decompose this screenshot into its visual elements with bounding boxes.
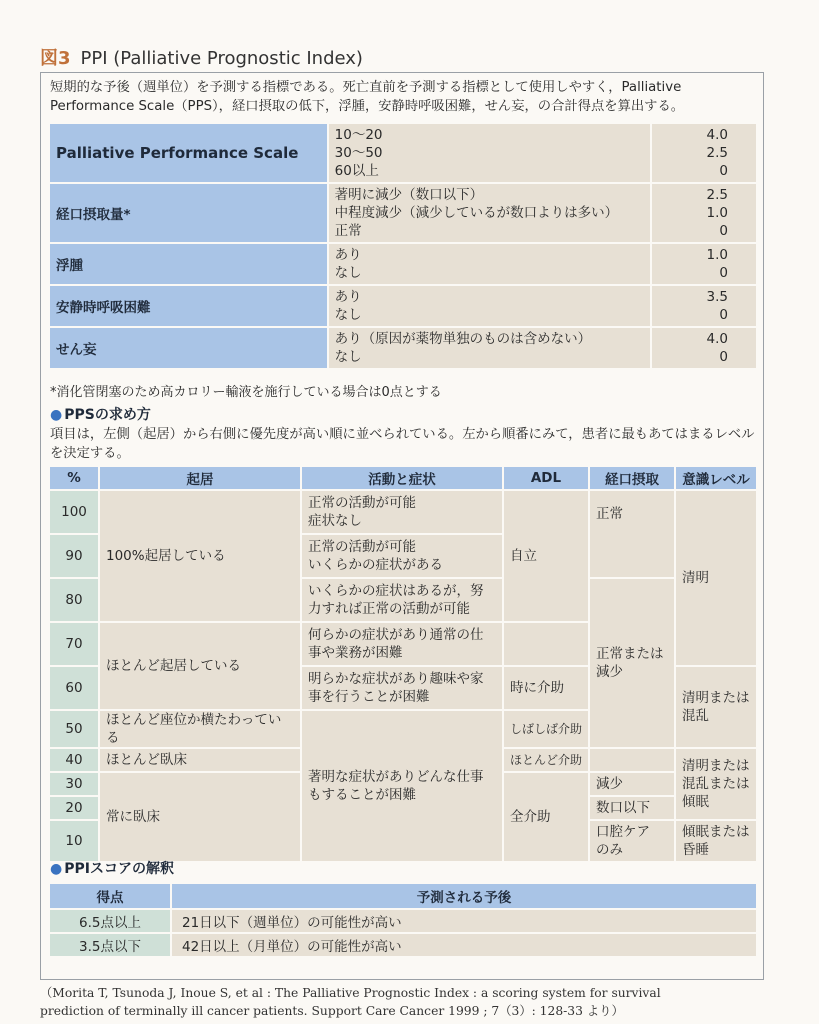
pps-heading <box>50 404 151 424</box>
activity-cell: いくらかの症状はあるが，努 力すれば正常の活動が可能 <box>302 579 502 621</box>
prognosis-cell: 21日以下（週単位）の可能性が高い <box>172 910 756 932</box>
column-header: 得点 <box>50 884 170 908</box>
bullet-icon: ● <box>50 861 63 877</box>
interpretation-heading <box>50 858 174 878</box>
scores-cell: 1.0 0 <box>652 244 756 284</box>
table-header-row <box>50 884 756 908</box>
scores-cell: 2.5 1.0 0 <box>652 184 756 242</box>
pps-table <box>48 465 758 863</box>
table-row <box>50 328 756 368</box>
column-header: ADL <box>504 467 588 489</box>
adl-cell: 全介助 <box>504 773 588 861</box>
table-row <box>50 244 756 284</box>
adl-cell: しばしば介助 <box>504 711 588 747</box>
score-cell: 3.5点以下 <box>50 934 170 956</box>
consciousness-cell: 傾眠または 昏睡 <box>676 821 756 861</box>
mobility-cell: 常に臥床 <box>100 773 300 861</box>
percent-cell: 100 <box>50 491 98 533</box>
adl-cell: 自立 <box>504 491 588 621</box>
activity-cell: 正常の活動が可能 症状なし <box>302 491 502 533</box>
pps-description: 項目は，左側（起居）から右側に優先度が高い順に並べられている。左から順番にみて，患者に最もあてはまるレベルを決定する。 <box>50 427 755 461</box>
prognosis-cell: 42日以上（月単位）の可能性が高い <box>172 934 756 956</box>
figure-title <box>40 44 363 70</box>
percent-cell: 70 <box>50 623 98 665</box>
interpretation-table <box>48 882 758 958</box>
percent-cell: 50 <box>50 711 98 747</box>
column-header: 予測される予後 <box>172 884 756 908</box>
criterion-cell: せん妄 <box>50 328 327 368</box>
interpretation-heading-text: PPIスコアの解釈 <box>64 861 174 877</box>
activity-cell: 明らかな症状があり趣味や家 事を行うことが困難 <box>302 667 502 709</box>
intro-text: 短期的な予後（週単位）を予測する指標である。死亡直前を予測する指標として使用しやすく，Palliative Performance Scale（PPS），経口摂取の低下，浮腫，安静時呼吸困難，せん妄，の合計得点を算出する。 <box>50 80 685 114</box>
column-header: 起居 <box>100 467 300 489</box>
percent-cell: 20 <box>50 797 98 819</box>
percent-cell: 90 <box>50 535 98 577</box>
consciousness-cell: 清明または 混乱 <box>676 667 756 747</box>
mobility-cell: ほとんど座位か横たわっている <box>100 711 300 747</box>
column-header: 活動と症状 <box>302 467 502 489</box>
table-row <box>50 124 756 182</box>
bullet-icon: ● <box>50 407 63 423</box>
adl-cell <box>504 623 588 665</box>
mobility-cell: 100%起居している <box>100 491 300 621</box>
activity-cell: 著明な症状がありどんな仕事 もすることが困難 <box>302 711 502 861</box>
criterion-cell: 安静時呼吸困難 <box>50 286 327 326</box>
criterion-cell: Palliative Performance Scale <box>50 124 327 182</box>
intake-cell: 正常 <box>590 491 674 577</box>
citation: （Morita T, Tsunoda J, Inoue S, et al : The Palliative Prognostic Index : a scoring system for survival prediction of terminally ill cancer patients. Support Care Cancer 1999 ; 7（3）: 128-33 より） <box>40 986 661 1018</box>
table-row <box>50 286 756 326</box>
column-header: 経口摂取 <box>590 467 674 489</box>
table-row <box>50 910 756 932</box>
options-cell: 10〜20 30〜50 60以上 <box>329 124 650 182</box>
footnote: *消化管閉塞のため高カロリー輸液を施行している場合は0点とする <box>50 385 442 400</box>
intake-cell <box>590 749 674 771</box>
adl-cell: 時に介助 <box>504 667 588 709</box>
intake-cell: 口腔ケア のみ <box>590 821 674 861</box>
figure-title-text: PPI (Palliative Prognostic Index) <box>80 48 363 69</box>
criterion-cell: 浮腫 <box>50 244 327 284</box>
intake-cell: 正常または 減少 <box>590 579 674 747</box>
score-cell: 6.5点以上 <box>50 910 170 932</box>
activity-cell: 何らかの症状があり通常の仕 事や業務が困難 <box>302 623 502 665</box>
intake-cell: 減少 <box>590 773 674 795</box>
percent-cell: 80 <box>50 579 98 621</box>
percent-cell: 30 <box>50 773 98 795</box>
percent-cell: 10 <box>50 821 98 861</box>
figure-label: 図3 <box>40 48 71 69</box>
scores-cell: 3.5 0 <box>652 286 756 326</box>
intake-cell: 数口以下 <box>590 797 674 819</box>
mobility-cell: ほとんど臥床 <box>100 749 300 771</box>
options-cell: あり（原因が薬物単独のものは含めない） なし <box>329 328 650 368</box>
column-header: 意識レベル <box>676 467 756 489</box>
column-header: % <box>50 467 98 489</box>
adl-cell: ほとんど介助 <box>504 749 588 771</box>
criterion-cell: 経口摂取量* <box>50 184 327 242</box>
table-row <box>50 934 756 956</box>
consciousness-cell: 清明または 混乱または 傾眠 <box>676 749 756 819</box>
consciousness-cell: 清明 <box>676 491 756 665</box>
table-row <box>50 184 756 242</box>
mobility-cell: ほとんど起居している <box>100 623 300 709</box>
pps-heading-text: PPSの求め方 <box>64 407 151 423</box>
table-row <box>50 491 756 533</box>
scores-cell: 4.0 2.5 0 <box>652 124 756 182</box>
options-cell: 著明に減少（数口以下） 中程度減少（減少しているが数口よりは多い） 正常 <box>329 184 650 242</box>
percent-cell: 40 <box>50 749 98 771</box>
scores-cell: 4.0 0 <box>652 328 756 368</box>
percent-cell: 60 <box>50 667 98 709</box>
ppi-score-table <box>48 122 758 370</box>
table-header-row <box>50 467 756 489</box>
options-cell: あり なし <box>329 286 650 326</box>
options-cell: あり なし <box>329 244 650 284</box>
activity-cell: 正常の活動が可能 いくらかの症状がある <box>302 535 502 577</box>
